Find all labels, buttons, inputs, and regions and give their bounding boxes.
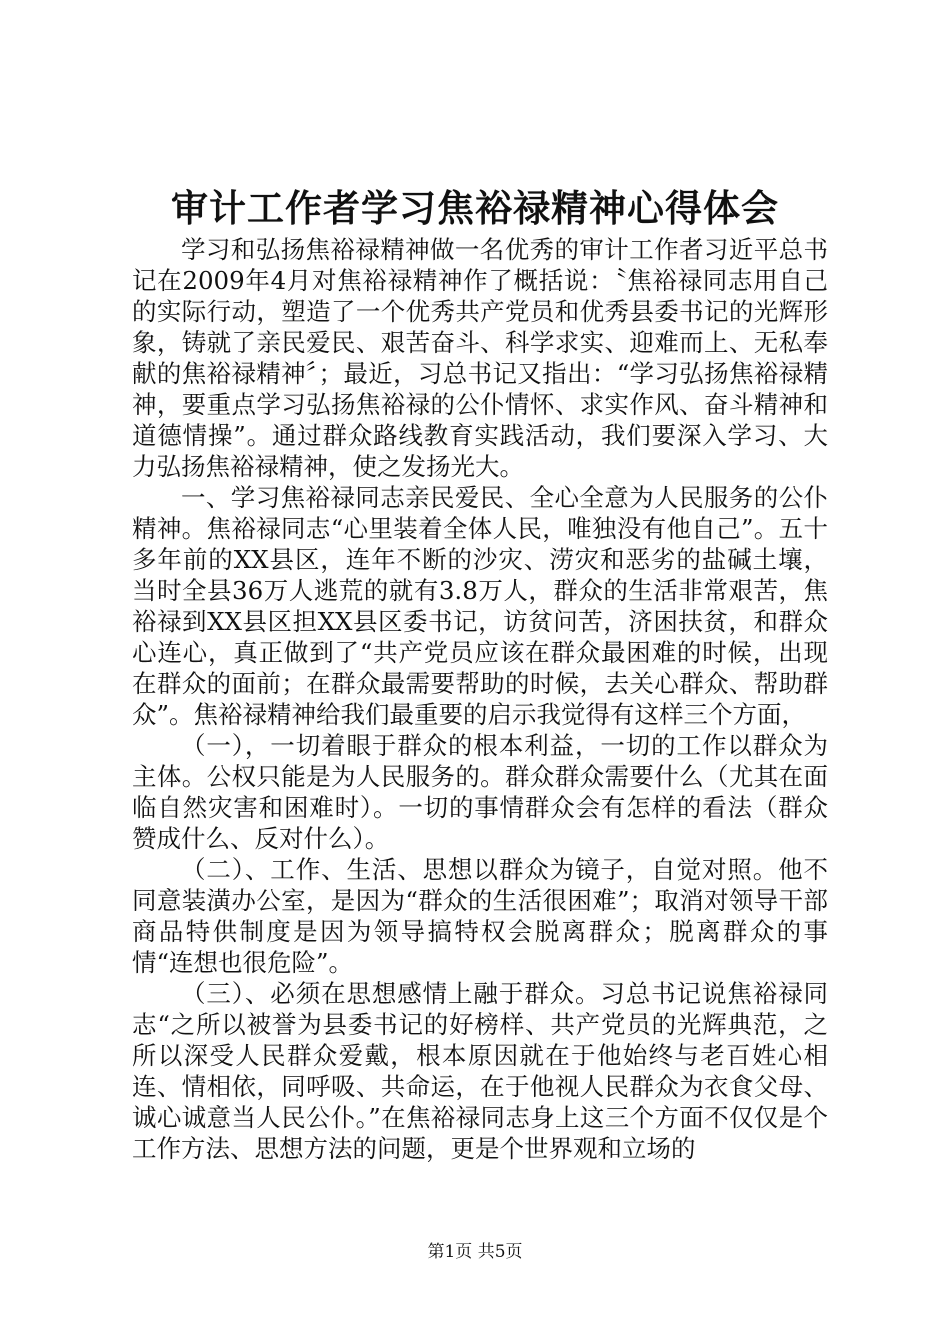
document-body [132,234,828,1164]
paragraph-intro: 学习和弘扬焦裕禄精神做一名优秀的审计工作者习近平总书记在2009年4月对焦裕禄精神作了概括说：〝焦裕禄同志用自己的实际行动，塑造了一个优秀共产党员和优秀县委书记的光辉形象，铸就了亲民爱民、艰苦奋斗、科学求实、迎难而上、无私奉献的焦裕禄精神〞；最近，习总书记又指出：“学习弘扬焦裕禄精神，要重点学习弘扬焦裕禄的公仆情怀、求实作风、奋斗精神和道德情操”。通过群众路线教育实践活动，我们要深入学习、大力弘扬焦裕禄精神，使之发扬光大。 [132,235,828,481]
page-number-footer: 第1页 共5页 [427,1242,523,1262]
paragraph-section-one: 一、学习焦裕禄同志亲民爱民、全心全意为人民服务的公仆精神。焦裕禄同志“心里装着全体人民，唯独没有他自己”。五十多年前的XX县区，连年不断的沙灾、涝灾和恶劣的盐碱土壤，当时全县36万人逃荒的就有3.8万人，群众的生活非常艰苦，焦裕禄到XX县区担XX县区委书记，访贫问苦，济困扶贫，和群众心连心，真正做到了“共产党员应该在群众最困难的时候，出现在群众的面前；在群众最需要帮助的时候，去关心群众、帮助群众”。焦裕禄精神给我们最重要的启示我觉得有这样三个方面， [132,483,828,729]
paragraph-point-three: （三）、必须在思想感情上融于群众。习总书记说焦裕禄同志“之所以被誉为县委书记的好榜样、共产党员的光辉典范，之所以深受人民群众爱戴，根本原因就在于他始终与老百姓心相连、情相依，同呼吸、共命运，在于他视人民群众为衣食父母、诚心诚意当人民公仆。”在焦裕禄同志身上这三个方面不仅仅是个工作方法、思想方法的问题，更是个世界观和立场的 [132,979,828,1163]
paragraph-point-one: （一），一切着眼于群众的根本利益，一切的工作以群众为主体。公权只能是为人民服务的。群众群众需要什么（尤其在面临自然灾害和困难时）。一切的事情群众会有怎样的看法（群众赞成什么、反对什么）。 [132,731,828,853]
paragraph-point-two: （二）、工作、生活、思想以群众为镜子，自觉对照。他不同意装潢办公室，是因为“群众的生活很困难”；取消对领导干部商品特供制度是因为领导搞特权会脱离群众；脱离群众的事情“连想也很危险”。 [132,855,828,977]
document-title: 审计工作者学习焦裕禄精神心得体会 [171,187,779,230]
